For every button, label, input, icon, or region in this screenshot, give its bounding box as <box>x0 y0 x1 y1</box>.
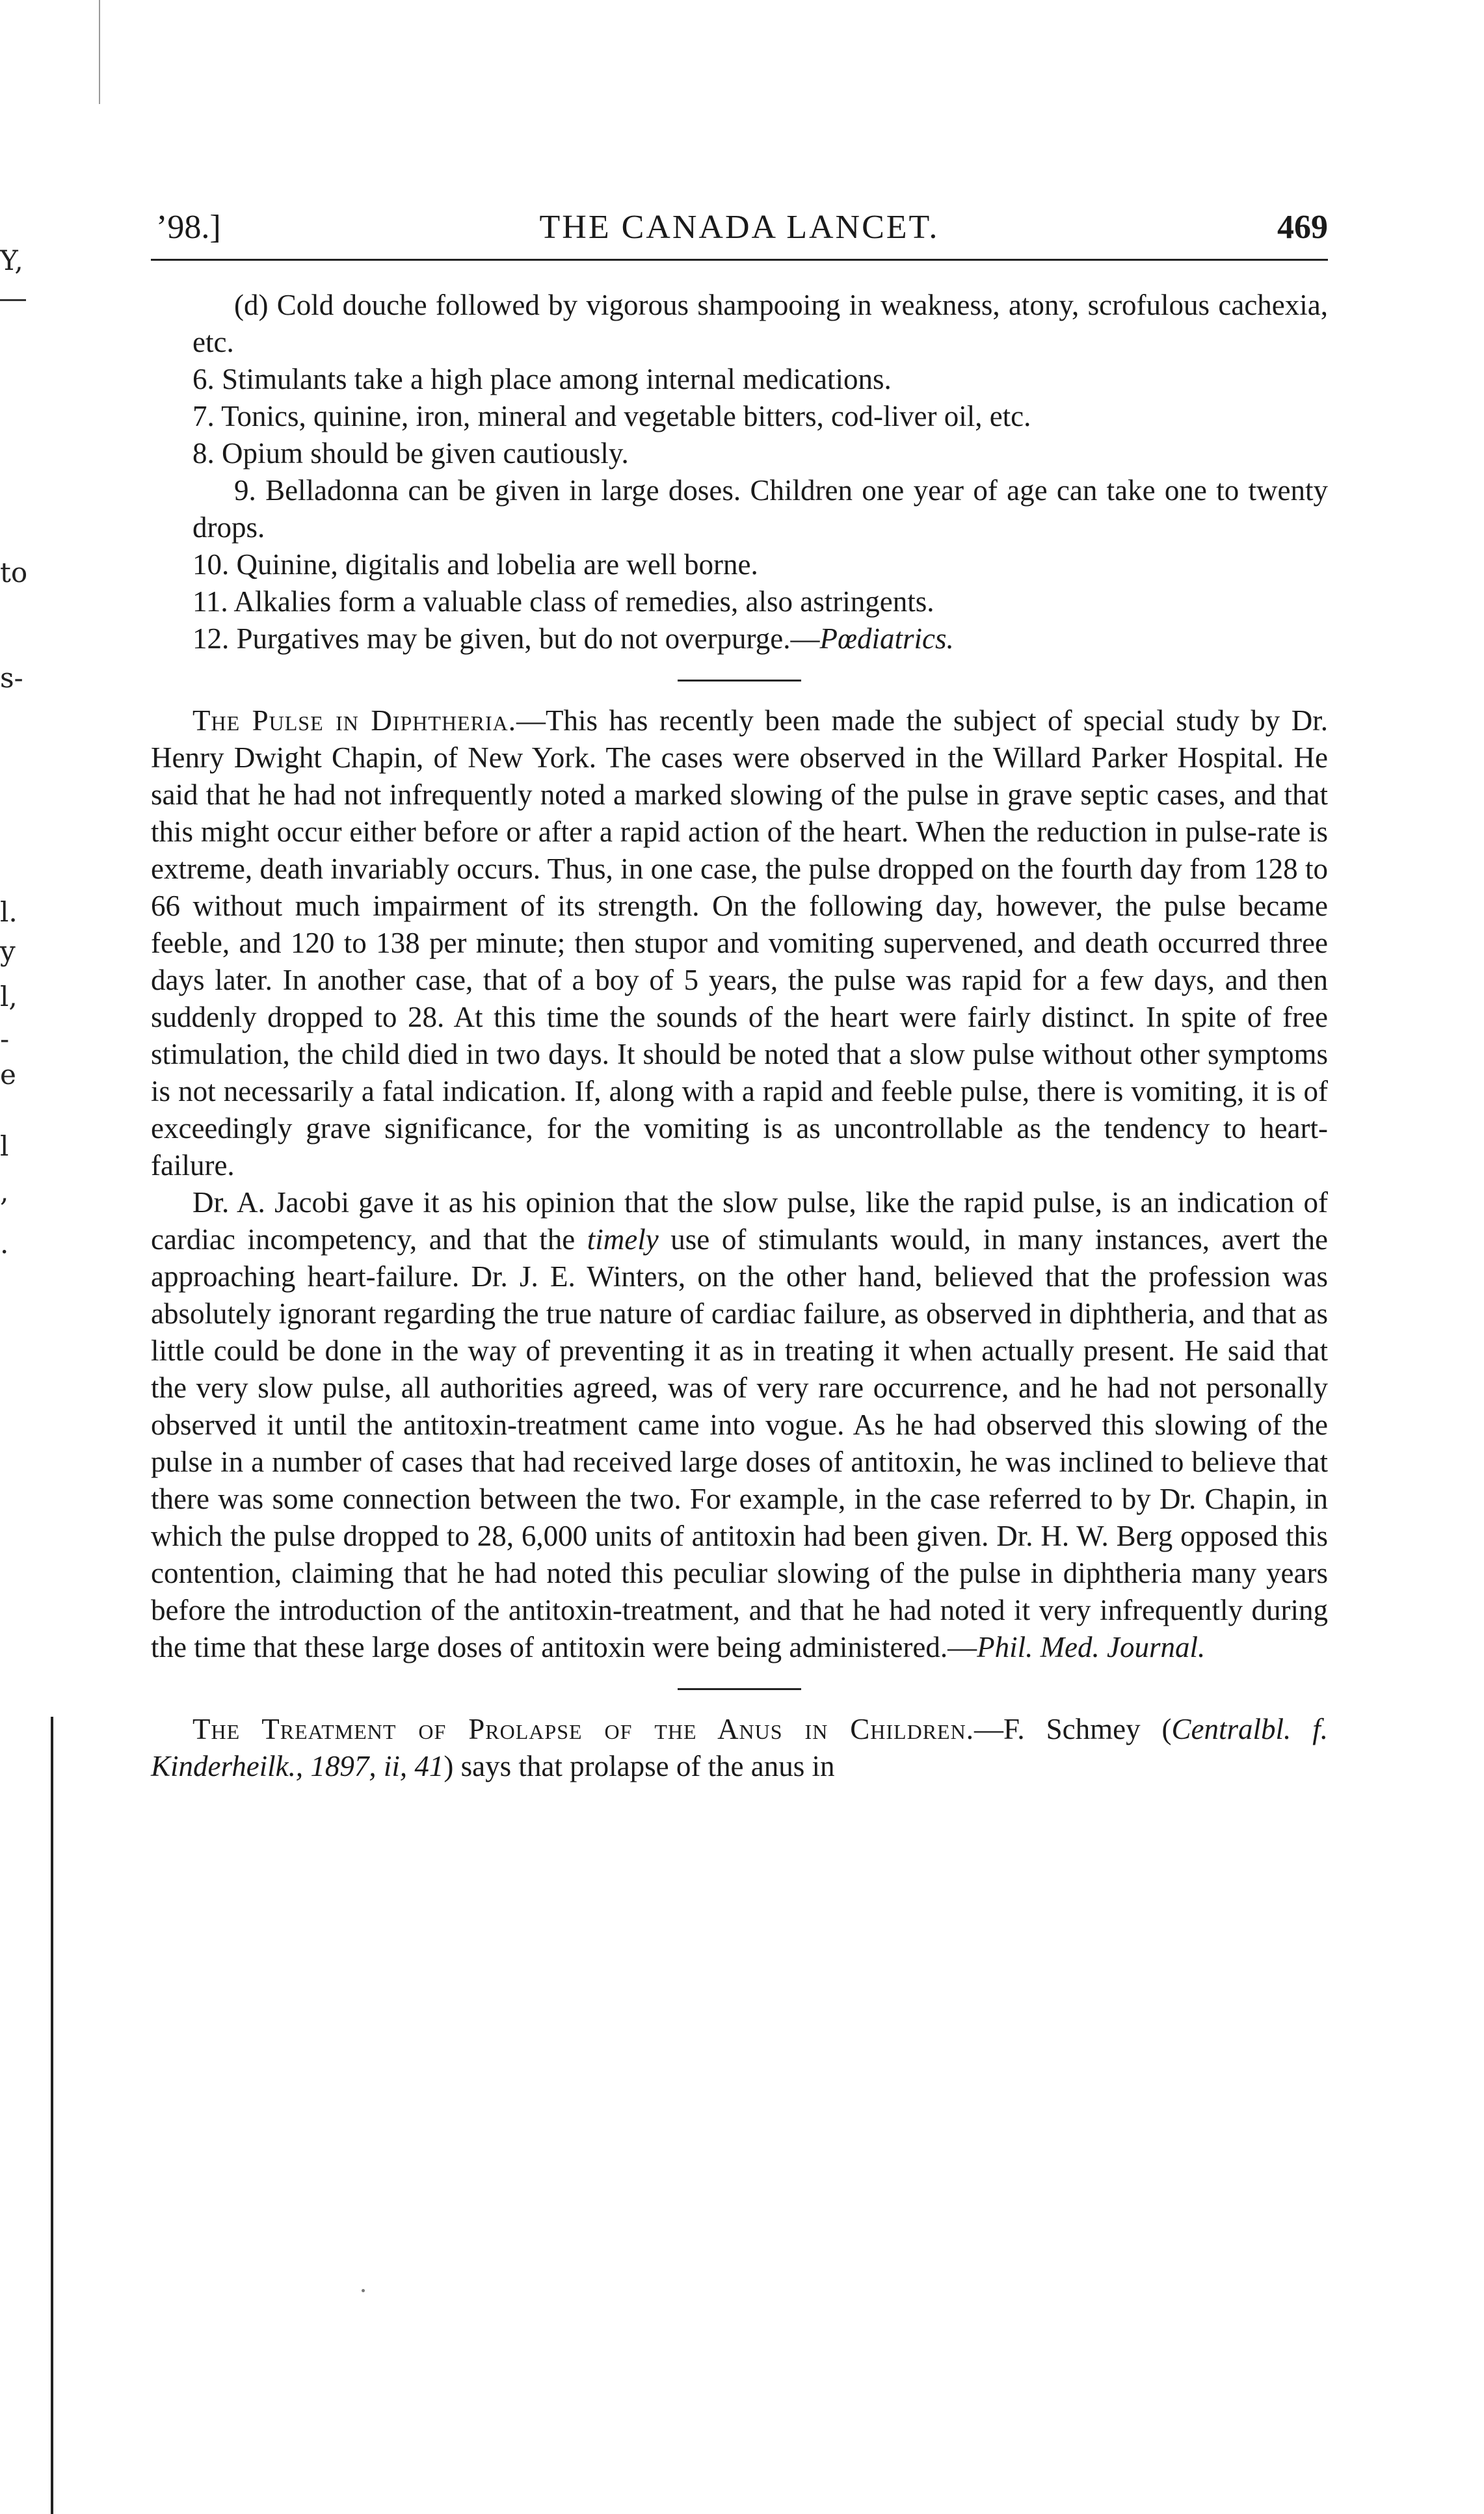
margin-fragment: to <box>0 557 28 589</box>
list-item: (d) Cold douche followed by vigorous shampooing in weakness, atony, scrofulous cachexia, etc. <box>192 289 1328 358</box>
margin-fragment: l <box>0 1130 9 1162</box>
paper-speck <box>362 2289 365 2292</box>
journal-citation: Centralbl. f. Kinderheilk., 1897, ii, 41 <box>151 1713 1329 1782</box>
margin-rule <box>0 299 26 301</box>
list-item: 6. Stimulants take a high place among internal medications. <box>192 363 892 395</box>
volume-year: ’98.] <box>156 209 221 246</box>
paragraph-text: —F. Schmey ( <box>974 1713 1172 1745</box>
paragraph-text: Dr. A. Jacobi gave it as his opinion that the slow pulse, like the rapid pulse, is an indication of cardiac incompetency, and that the <box>151 1186 1328 1256</box>
binding-edge-shadow <box>51 1717 53 2514</box>
journal-page <box>151 202 1328 1785</box>
margin-fragment: - <box>0 1023 10 1055</box>
paragraph-text: —This has recently been made the subject of special study by Dr. Henry Dwight Chapin, of New York. The cases were observed in the Willard Parker Hospital. He said that he had not infrequently noted a marked slowing of the pulse in grave septic cases, and that this might occur either before or after a rapid action of the heart. When the reduction in pulse-rate is extreme, death invariably occurs. Thus, in one case, the pulse dropped on the fourth day from 128 to 66 without much impairment of its strength. On the following day, however, the pulse became feeble, and 120 to 138 per minute; then stupor and vomiting supervened, and death occurred three days later. In another case, that of a boy of 5 years, the pulse was rapid for a few days, and then suddenly dropped to 28. At this time the sounds of the heart were fairly distinct. In spite of free stimulation, the child died in two days. It should be noted that a slow pulse without other symptoms is not necessarily a fatal indication. If, along with a rapid and feeble pulse, there is vomiting, it is of exceedingly grave significance, for the vomiting is as uncontrollable as the tendency to heart-failure. <box>151 704 1329 1182</box>
source-citation: Phil. Med. Journal. <box>977 1631 1206 1663</box>
section-heading: The Treatment of Prolapse of the Anus in Children. <box>192 1713 974 1745</box>
list-item: 8. Opium should be given cautiously. <box>192 437 629 470</box>
section-heading: The Pulse in Diphtheria. <box>192 704 516 737</box>
running-header <box>151 202 1328 254</box>
binding-edge-mark <box>99 0 100 104</box>
source-citation: Pœdiatrics. <box>819 622 954 655</box>
article-body <box>151 287 1328 1785</box>
list-item: 7. Tonics, quinine, iron, mineral and vegetable bitters, cod-liver oil, etc. <box>192 400 1031 432</box>
paragraph-text: ) says that prolapse of the anus in <box>444 1750 835 1782</box>
header-rule <box>151 259 1328 261</box>
section-separator <box>678 1688 801 1690</box>
margin-fragment: s- <box>0 662 23 694</box>
list-item: 10. Quinine, digitalis and lobelia are well borne. <box>192 548 758 581</box>
section-separator <box>678 680 801 681</box>
list-item: 11. Alkalies form a valuable class of remedies, also astringents. <box>192 585 934 618</box>
list-item-text: 12. Purgatives may be given, but do not overpurge.— <box>192 622 820 655</box>
margin-fragment: y <box>0 935 16 967</box>
margin-fragment: . <box>0 1228 9 1260</box>
margin-fragment: l, <box>0 981 18 1012</box>
list-item <box>151 620 1328 657</box>
paragraph <box>151 1711 1328 1785</box>
page-number: 469 <box>1277 209 1328 246</box>
list-item: 9. Belladonna can be given in large doses. Children one year of age can take one to twenty drops. <box>192 474 1328 544</box>
paragraph-text: use of stimulants would, in many instances, avert the approaching heart-failure. Dr. J. E. Winters, on the other hand, believed that the profession was absolutely ignorant regarding the true nature of cardiac failure, as observed in diphtheria, and that as little could be done in the way of preventing it as in treating it when actually present. He said that the very slow pulse, all authorities agreed, was of very rare occurrence, and he had not personally observed it until the antitoxin-treatment came into vogue. As he had observed this slowing of the pulse in a number of cases that had received large doses of antitoxin, he was inclined to believe that there was some connection between the two. For example, in the case referred to by Dr. Chapin, in which the pulse dropped to 28, 6,000 units of antitoxin had been given. Dr. H. W. Berg opposed this contention, claiming that he had noted this peculiar slowing of the pulse in diphtheria many years before the introduction of the antitoxin-treatment, and that he had noted it very infrequently during the time that these large doses of antitoxin were being administered.— <box>151 1223 1328 1663</box>
margin-fragment: l. <box>0 896 18 928</box>
margin-fragment: , <box>0 1176 9 1208</box>
paragraph <box>151 1184 1328 1666</box>
paragraph <box>151 702 1328 1184</box>
emphasis-text: timely <box>587 1223 659 1256</box>
margin-fragment: Y, <box>0 245 23 276</box>
margin-fragment: e <box>0 1059 16 1091</box>
journal-title: THE CANADA LANCET. <box>539 209 940 246</box>
